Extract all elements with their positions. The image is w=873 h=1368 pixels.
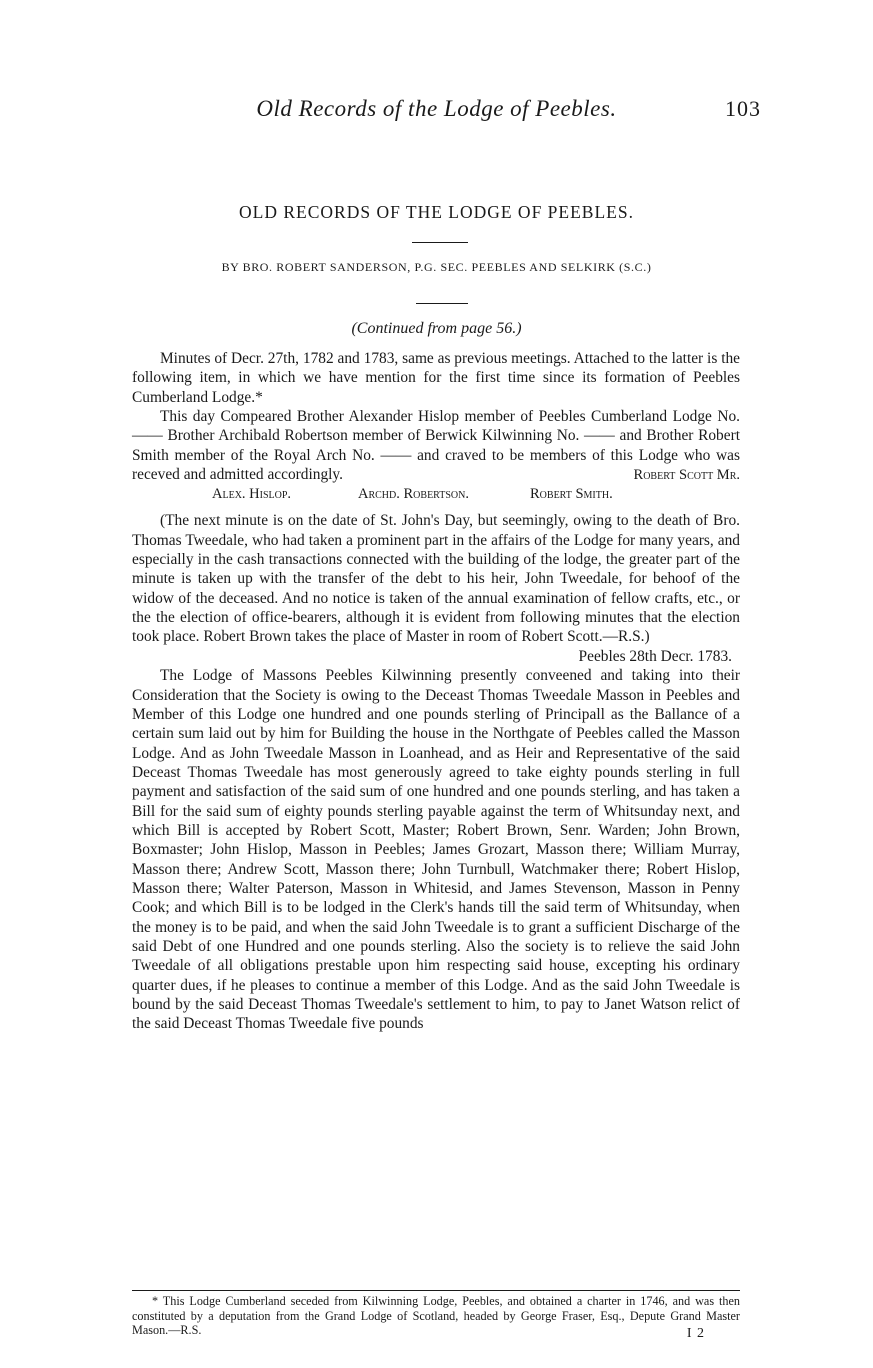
continued-note: (Continued from page 56.)	[351, 320, 522, 337]
paragraph-lodge-debt: The Lodge of Massons Peebles Kilwinning presently conveened and taking into their Consideration that the Society is owing to the Deceast Thomas Tweedale Masson in Peebles and Member of this Lodge one hundred and one pounds sterling of Principall as the Ballance of a certain sum laid out by him for Building the house in the Northgate of Peebles called the Masson Lodge. And as John Tweedale Masson in Loanhead, and as Heir and Representative of the said Deceast Thomas Tweedale has most generously agreed to take eighty pounds sterling in full payment and satisfaction of the said sum of one hundred and one pounds sterling, and has taken a Bill for the said sum of eighty pounds sterling payable against the term of Whitsunday next, and which Bill is accepted by Robert Scott, Master; Robert Brown, Senr. Warden; John Brown, Boxmaster; John Hislop, Masson in Peebles; James Grozart, Masson there; William Murray, Masson there; Andrew Scott, Masson there; John Turnbull, Watchmaker there; Robert Hislop, Masson there; Walter Paterson, Masson in Whitesid, and James Stevenson, Masson in Penny Cook; and which Bill is to be lodged in the Clerk's hands till the said term of Whitsunday, when the money is to be paid, and when the said John Tweedale is to grant a sufficient Discharge of the said Debt of one Hundred and one pounds sterling. Also the society is to relieve the said John Tweedale of all obligations prestable upon him respecting said house, excepting his ordinary quarter dues, if he pleases to continue a member of this Lodge. And as the said John Tweedale is bound by the said Deceast Thomas Tweedale's settlement to him, to pay to Janet Watson relict of the said Deceast Thomas Tweedale five pounds	[132, 667, 740, 1033]
signature-robertson: Archd. Robertson.	[358, 486, 469, 503]
running-head	[0, 96, 873, 136]
page-number: 103	[725, 96, 761, 121]
footnote-rule	[132, 1290, 740, 1291]
article-title: OLD RECORDS OF THE LODGE OF PEEBLES.	[239, 202, 634, 222]
title-rule	[412, 242, 468, 243]
paragraph-compeared: This day Compeared Brother Alexander Hislop member of Peebles Cumberland Lodge No. —— Brother Archibald Robertson member of Berwick Kilwinning No. —— and Brother Robert Smith member of the Royal Arch No. —— and craved to be members of this Lodge who was receved and admitted accordingly.	[132, 408, 740, 484]
footnote	[132, 1294, 740, 1338]
article-byline: BY BRO. ROBERT SANDERSON, P.G. SEC. PEEBLES AND SELKIRK (S.C.)	[221, 260, 652, 274]
signature-mark: I 2	[686, 1326, 705, 1341]
signature-scott: Robert Scott Mr.	[633, 467, 740, 484]
signature-row	[132, 485, 740, 505]
dateline: Peebles 28th Decr. 1783.	[578, 647, 732, 665]
footnote-text: * This Lodge Cumberland seceded from Kilwinning Lodge, Peebles, and obtained a charter in 1746, and was then constituted by a deputation from the Grand Lodge of Scotland, headed by George Fraser, Esq., Depute Grand Master Mason.—R.S.	[132, 1294, 740, 1337]
signature-hislop: Alex. Hislop.	[212, 486, 292, 503]
running-head-title: Old Records of the Lodge of Peebles.	[256, 96, 617, 121]
paragraph-minutes: Minutes of Decr. 27th, 1782 and 1783, same as previous meetings. Attached to the latter is the following item, in which we have mention for the first time since its formation of Peebles Cumberland Lodge.*	[132, 350, 740, 406]
signature-smith: Robert Smith.	[530, 486, 613, 503]
paragraph-editorial-note: (The next minute is on the date of St. John's Day, but seemingly, owing to the death of Bro. Thomas Tweedale, who had taken a prominent part in the affairs of the Lodge for many years, and especially in the cash transactions connected with the building of the lodge, the greater part of the minute is taken up with the transfer of the debt to his heir, John Tweedale, for behoof of the widow of the deceased. And no notice is taken of the annual examination of fellow crafts, etc., or the the election of office-bearers, although it is evident from following minutes that the election took place. Robert Brown takes the place of Master in room of Robert Scott.—R.S.)	[132, 512, 740, 646]
byline-rule	[416, 303, 468, 304]
article-body	[132, 349, 740, 1034]
